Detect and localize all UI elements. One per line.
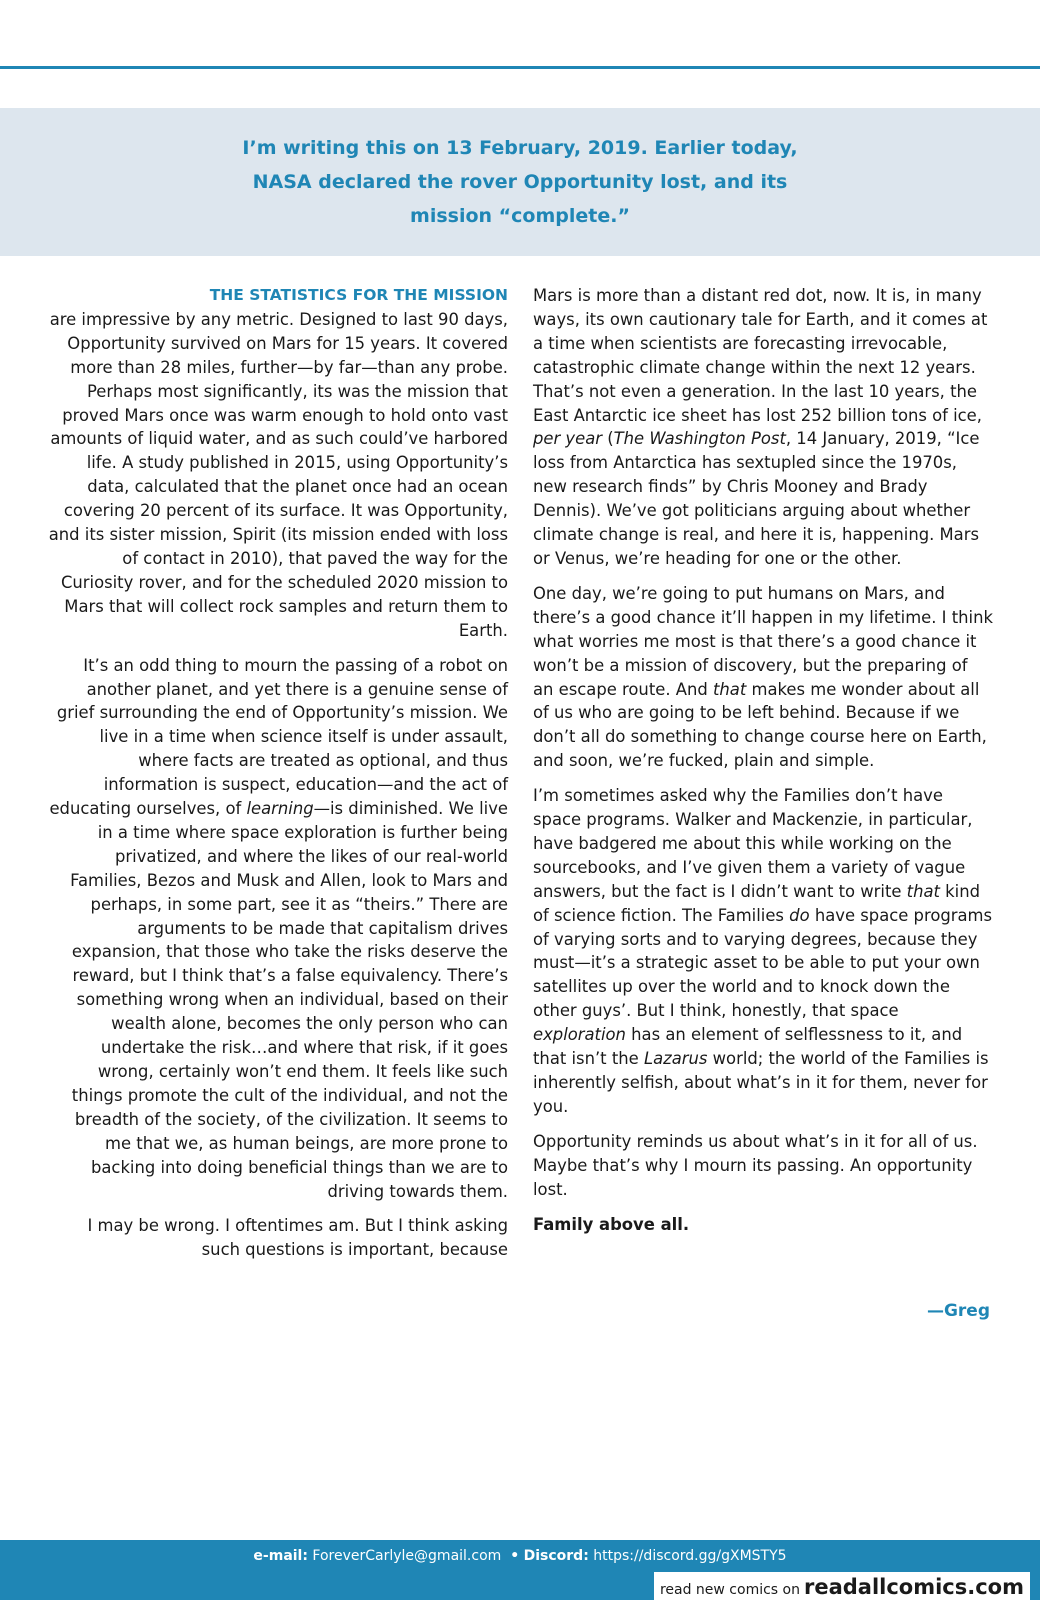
- callout-box: [0, 108, 1040, 256]
- emphasis: that: [906, 881, 940, 901]
- left-paragraph-1: [48, 284, 508, 643]
- emphasis: that: [712, 679, 747, 699]
- emphasis: per year: [533, 429, 603, 449]
- discord-link[interactable]: https://discord.gg/gXMSTY5: [593, 1548, 787, 1564]
- left-paragraph-2: [48, 654, 508, 1204]
- text-run: has an element of selflessness to it, and that isn’t the: [533, 1025, 963, 1069]
- text-run: I’m sometimes asked why the Families don’t have space programs. Walker and Mackenzie, in particular, have badgered me about this while working on the sourcebooks, and I’ve given them a variety of vague answers, but the fact is I didn’t want to write: [533, 786, 973, 901]
- emphasis: learning: [246, 799, 314, 819]
- promo-banner[interactable]: [654, 1572, 1030, 1600]
- text-run: —is diminished. We live in a time where space exploration is further being privatized, and where the likes of our real-world Families, Bezos and Musk and Allen, look to Mars and perhaps, in some part, see it as “theirs.” There are arguments to be made that capitalism drives expansion, that those who take the risks deserve the reward, but I think that’s a false equivalency. There’s something wrong when an individual, based on their wealth alone, becomes the only person who can undertake the risk…and where that risk, if it goes wrong, certainly won’t end them. It feels like such things promote the cult of the individual, and not the breadth of the society, of the civilization. It seems to me that we, as human beings, are more prone to backing into doing beneficial things than we are to driving towards them.: [70, 799, 508, 1201]
- left-paragraph-3: I may be wrong. I oftentimes am. But I think asking such questions is important, because: [87, 1216, 508, 1260]
- text-run: , 14 January, 2019, “Ice loss from Antarctica has sextupled since the 1970s, new research finds” by Chris Mooney and Brady Dennis). We’ve got politicians arguing about whether climate change is real, and here it is, happening. Mars or Venus, we’re heading for one or the other.: [533, 429, 980, 568]
- right-paragraph-3: [533, 784, 993, 1119]
- closing-motto: Family above all.: [533, 1214, 690, 1234]
- right-paragraph-2: [533, 582, 993, 773]
- emphasis: Lazarus: [643, 1049, 708, 1069]
- text-run: kind of science fiction. The Families: [533, 881, 981, 925]
- emphasis: The Washington Post: [613, 429, 786, 449]
- text-run: Mars is more than a distant red dot, now. It is, in many ways, its own cautionary tale for Earth, and it comes at a time when scientists are forecasting irrevocable, catastrophic climate change within the next 12 years. That’s not even a generation. In the last 10 years, the East Antarctic ice sheet has lost 252 billion tons of ice,: [533, 286, 988, 425]
- left-paragraph-1-text: are impressive by any metric. Designed to last 90 days, Opportunity survived on Mars for 15 years. It covered more than 28 miles, further—by far—than any probe. Perhaps most significantly, its was the mission that proved Mars once was warm enough to hold onto vast amounts of liquid water, and as such could’ve harbored life. A study published in 2015, using Opportunity’s data, calculated that the planet once had an ocean covering 20 percent of its surface. It was Opportunity, and its sister mission, Spirit (its mission ended with loss of contact in 2010), that paved the way for the Curiosity rover, and for the scheduled 2020 mission to Mars that will collect rock samples and return them to Earth.: [48, 309, 508, 640]
- text-run: makes me wonder about all of us who are going to be left behind. Because if we don’t all do something to change course here on Earth, and soon, we’re fucked, plain and simple.: [533, 679, 987, 771]
- section-heading: THE STATISTICS FOR THE MISSION: [209, 286, 508, 304]
- right-column: [533, 284, 993, 1247]
- top-rule: [0, 66, 1040, 69]
- right-paragraph-4: Opportunity reminds us about what’s in it for all of us. Maybe that’s why I mourn its passing. An opportunity lost.: [533, 1131, 978, 1199]
- separator-bullet: •: [510, 1548, 520, 1564]
- signature: —Greg: [926, 1301, 990, 1321]
- callout-text: I’m writing this on 13 February, 2019. Earlier today, NASA declared the rover Opportunity lost, and its mission “complete.”: [242, 137, 798, 227]
- promo-site[interactable]: readallcomics.com: [803, 1575, 1024, 1599]
- text-run: world; the world of the Families is inherently selfish, about what’s in it for them, never for you.: [533, 1049, 989, 1116]
- promo-prefix: read new comics on: [659, 1582, 800, 1598]
- text-run: It’s an odd thing to mourn the passing of a robot on another planet, and yet there is a genuine sense of grief surrounding the end of Opportunity’s mission. We live in a time when science itself is under assault, where facts are treated as optional, and thus information is suspect, education—and the act of educating ourselves, of: [49, 655, 508, 819]
- discord-label: Discord:: [523, 1548, 589, 1564]
- text-run: (: [602, 429, 614, 449]
- emphasis: exploration: [533, 1025, 626, 1045]
- text-run: have space programs of varying sorts and to varying degrees, because they must—it’s a strategic asset to be able to put your own satellites up over the world and to knock down the other guys’. But I think, honestly, that space: [533, 905, 993, 1021]
- text-run: One day, we’re going to put humans on Mars, and there’s a good chance it’ll happen in my lifetime. I think what worries me most is that there’s a good chance it won’t be a mission of discovery, but the preparing of an escape route. And: [533, 583, 993, 699]
- contact-line: [0, 1546, 1040, 1566]
- email-link[interactable]: ForeverCarlyle@gmail.com: [312, 1548, 502, 1564]
- email-label: e-mail:: [253, 1548, 308, 1564]
- left-column: [48, 284, 508, 1273]
- emphasis: do: [789, 905, 810, 925]
- right-paragraph-1: [533, 284, 993, 571]
